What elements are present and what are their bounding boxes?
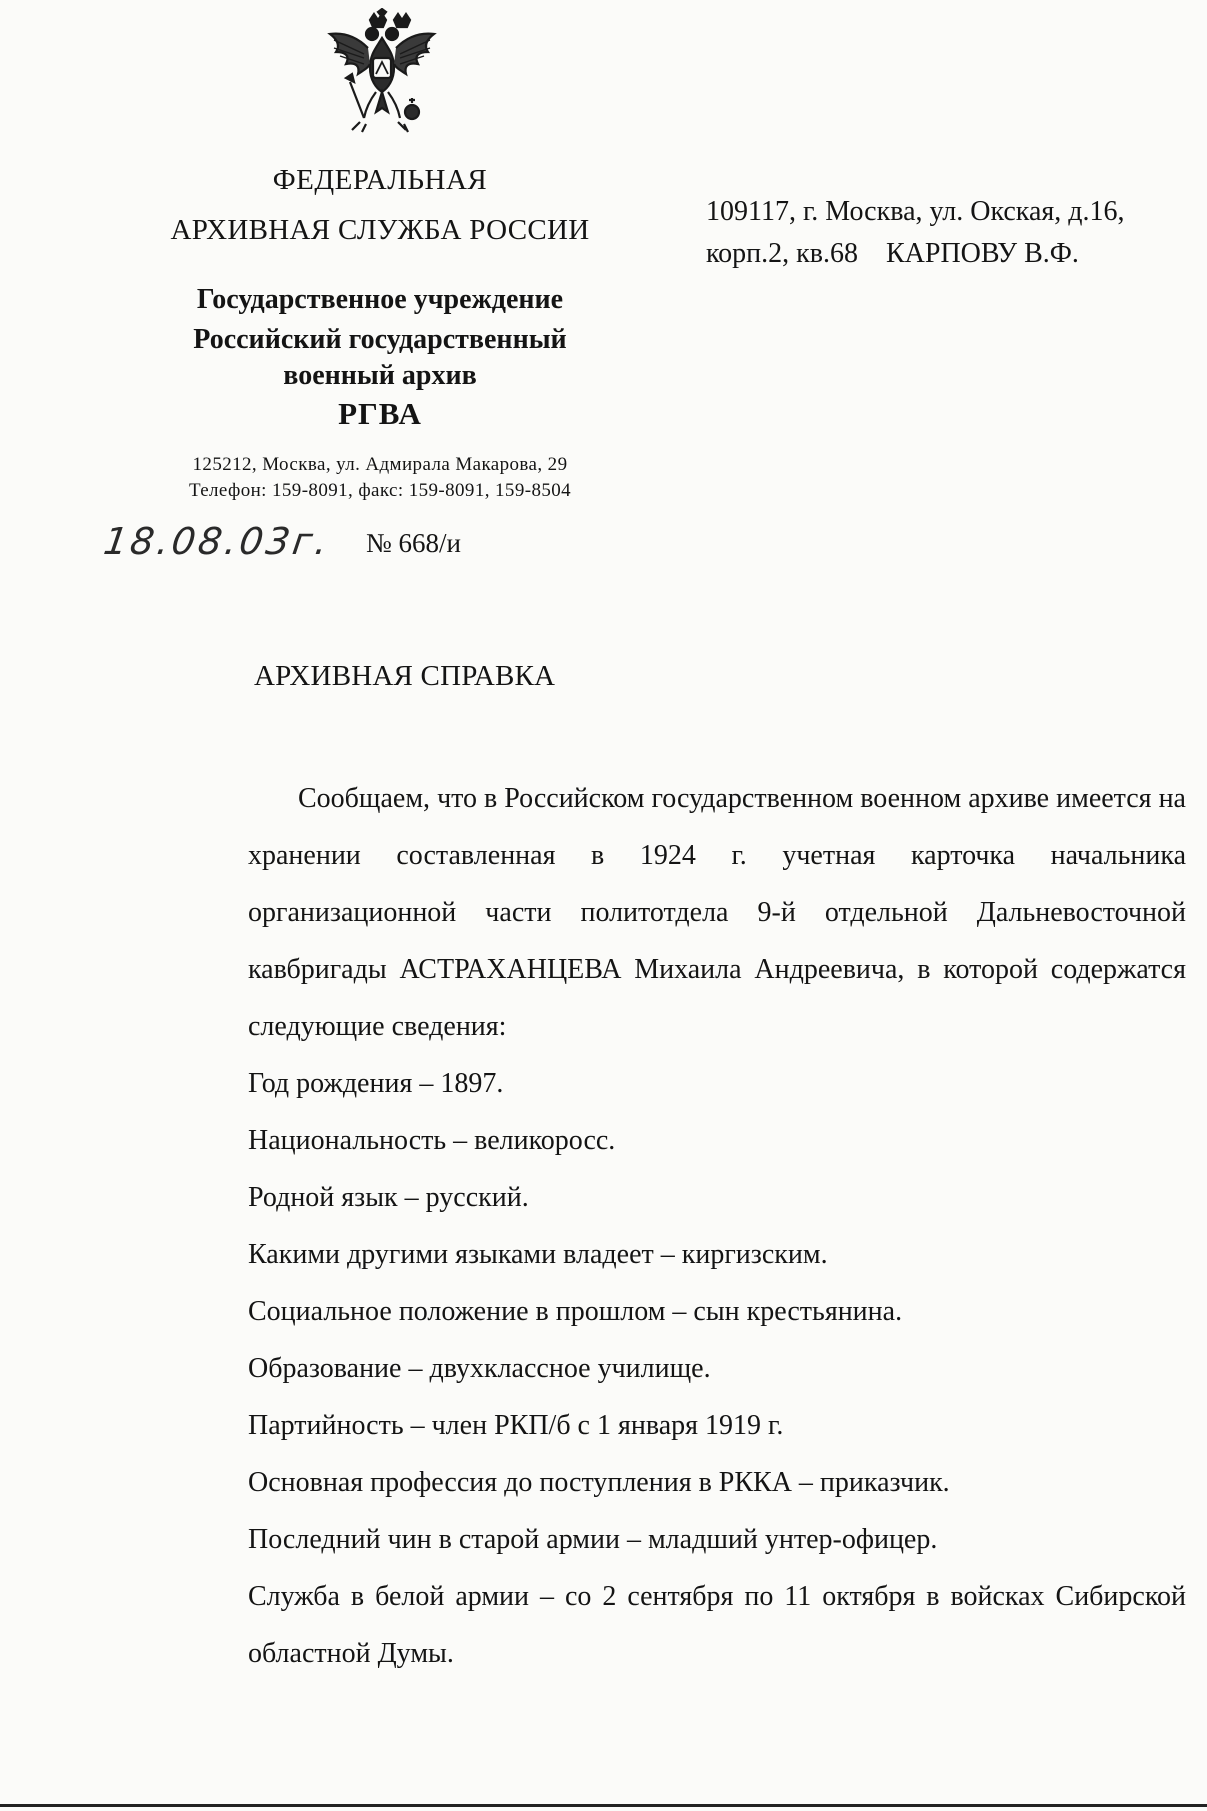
institution-name-line3: военный архив (283, 360, 477, 391)
document-title: АРХИВНАЯ СПРАВКА (254, 660, 556, 692)
fact-birth-year: Год рождения – 1897. (248, 1068, 504, 1099)
fact-profession: Основная профессия до поступления в РККА – приказчик. (248, 1467, 950, 1498)
document-number: № 668/и (366, 528, 461, 558)
fact-nationality: Национальность – великоросс. (248, 1125, 616, 1156)
institution-address: 125212, Москва, ул. Адмирала Макарова, 29 (192, 454, 568, 475)
fact-social-status: Социальное положение в прошлом – сын крестьянина. (248, 1296, 903, 1327)
recipient-address-line1: 109117, г. Москва, ул. Окская, д.16, (706, 196, 1125, 227)
agency-name-line1: ФЕДЕРАЛЬНАЯ (272, 164, 488, 196)
intro-paragraph (248, 770, 1186, 1055)
institution-name-line1: Государственное учреждение (196, 284, 564, 315)
fact-native-language: Родной язык – русский. (248, 1182, 529, 1213)
fact-white-army-service: Служба в белой армии – со 2 сентября по 11 октября в войсках Сибирской областной Думы. (248, 1581, 1186, 1669)
institution-phone-fax: Телефон: 159-8091, факс: 159-8091, 159-8504 (188, 480, 572, 501)
recipient-address-line2: корп.2, кв.68 КАРПОВУ В.Ф. (706, 238, 1079, 269)
institution-name-line2: Российский государственный (193, 324, 567, 355)
handwritten-date: 18.08.03г. (100, 520, 333, 563)
page-bottom-edge (0, 1804, 1207, 1807)
agency-name-line2: АРХИВНАЯ СЛУЖБА РОССИИ (170, 214, 590, 246)
institution-abbreviation: РГВА (338, 396, 422, 431)
fact-party-membership: Партийность – член РКП/б с 1 января 1919 г. (248, 1410, 784, 1441)
fact-other-languages: Какими другими языками владеет – киргизским. (248, 1239, 828, 1270)
facts-list (248, 1055, 1186, 1682)
fact-last-rank: Последний чин в старой армии – младший унтер-офицер. (248, 1524, 938, 1555)
fact-education: Образование – двухклассное училище. (248, 1353, 711, 1384)
double-headed-eagle-icon (320, 8, 444, 134)
intro-text: Сообщаем, что в Российском государственном военном архиве имеется на хранении составленная в 1924 г. учетная карточка начальника организационной части политотдела 9-й отдельной Дальневосточной кавбригады АСТРАХАНЦЕВА Михаила Андреевича, в которой содержатся следующие сведения: (248, 783, 1186, 1042)
